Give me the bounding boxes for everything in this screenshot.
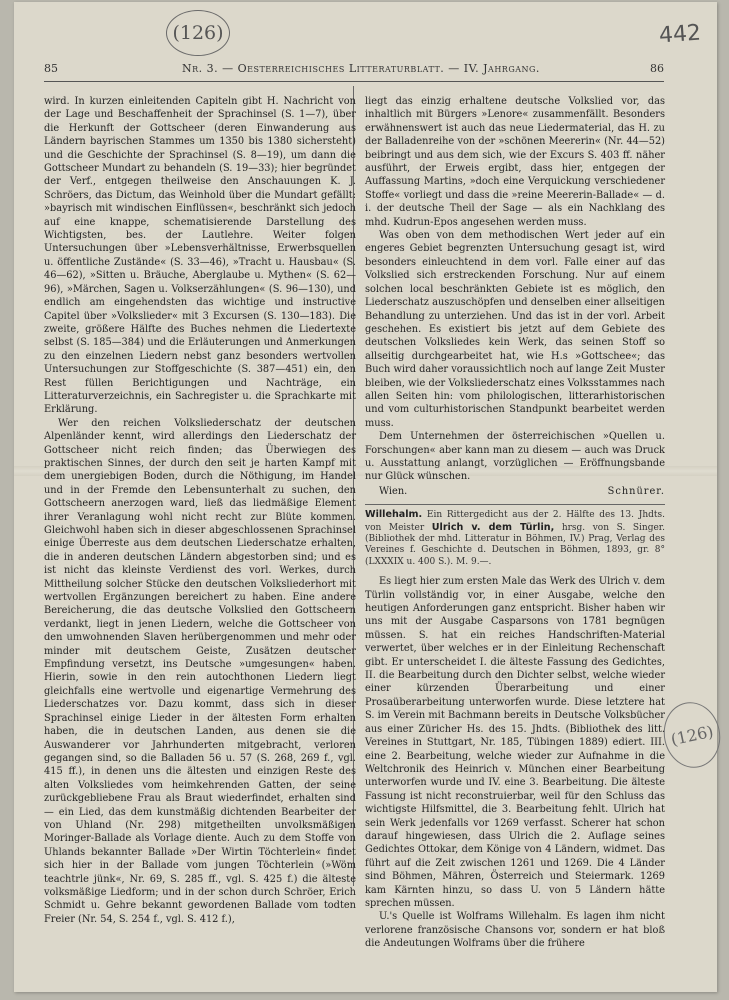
- circled-page-number: [166, 10, 230, 56]
- right-column: [365, 95, 665, 951]
- paragraph: liegt das einzig erhaltene deutsche Volkslied vor, das inhaltlich mit Bürgers »Lenore« zusammenfällt. Besonders erwähnenswert ist auch das neue Liedermaterial, das H. zu der Balladenreihe von der »schönen Meererin« (Nr. 44—52) beibringt und aus dem sich, wie der Excurs S. 403 ff. näher ausführt, der Erweis ergibt, dass hier, entgegen der Auffassung Martins, »doch eine Verquickung verschiedener Stoffe« vorliegt und dass die »reine Meererin-Ballade« — d. i. der deutsche Theil der Sage — als ein Nachklang des mhd. Kudrun-Epos angesehen werden muss.: [365, 96, 665, 228]
- handwritten-number: 442: [658, 20, 702, 49]
- side-mark-text: (126): [668, 721, 716, 749]
- reviewer-name: Schnürer.: [607, 485, 665, 497]
- review-book-title: Willehalm.: [365, 509, 423, 521]
- signoff-place: Wien.: [379, 485, 408, 497]
- page-sheet: [14, 2, 717, 992]
- paragraph: Was oben von dem methodischen Wert jeder auf ein engeres Gebiet begrenzten Untersuchung gesagt ist, wird besonders einleuchtend in dem vorl. Falle einer auf das Volkslied sich erstreckenden Forschung. Nur auf einem solchen local beschränkten Gebiete ist es möglich, den Liederschatz auszuschöpfen und denselben einer allseitigen Behandlung zu unterziehen. Und das ist in der vorl. Arbeit geschehen. Es existiert bis jetzt auf dem Gebiete des deutschen Volksliedes kein Werk, das seinen Stoff so allseitig durchgearbeitet hat, wie H.s »Gottschee«; das Buch wird daher voraussichtlich noch auf lange Zeit Muster bleiben, wie der Volksliederschatz eines Volksstammes nach allen Seiten hin: vom philologischen, litterarhistorischen und vom culturhistorischen Standpunkt bearbeitet werden muss.: [365, 230, 665, 429]
- page-content: [14, 2, 717, 992]
- review-body: [365, 575, 665, 950]
- review-signoff: [365, 485, 665, 498]
- review-book-details: hrsg. von S. Singer. (Bibliothek der mhd. Litteratur in Böhmen, IV.) Prag, Verlag des Vereines f. Geschichte d. Deutschen in Böhmen, 1893, gr. 8° (LXXXIX u. 400 S.). M. 9.—.: [365, 522, 665, 567]
- paragraph: Dem Unternehmen der österreichischen »Quellen u. Forschungen« aber kann man zu diesem — auch was Druck u. Ausstattung anlangt, vorzüglichen — Eröffnungsbande nur Glück wünschen.: [365, 431, 665, 483]
- paragraph: U.'s Quelle ist Wolframs Willehalm. Es lagen ihm nicht verlorene französische Chansons vor, sondern er hat bloß die Andeutungen Wolframs über die frühere: [365, 911, 665, 950]
- left-column: [44, 95, 356, 926]
- review-book-author: Ulrich v. dem Türlin,: [431, 521, 555, 533]
- review-book-subtitle: Ein Rittergedicht aus der 2. Hälfte des 13. Jhdts. von Meister: [365, 510, 665, 533]
- circled-number-text: (126): [172, 22, 224, 44]
- page-number-right: 86: [650, 62, 664, 75]
- journal-title: Nr. 3. — Oesterreichisches Litteraturblatt. — IV. Jahrgang.: [182, 62, 540, 75]
- running-header: [44, 62, 664, 78]
- review-heading: [365, 504, 665, 568]
- header-rule: [44, 81, 664, 82]
- paragraph: Es liegt hier zum ersten Male das Werk des Ulrich v. dem Türlin vollständig vor, in einer Ausgabe, welche den heutigen Anforderungen ganz entspricht. Bisher haben wir uns mit der Ausgabe Casparsons von 1781 begnügen müssen. S. hat ein reiches Handschriften-Material verwertet, über welches er in der Einleitung Rechenschaft gibt. Er unterscheidet I. die älteste Fassung des Gedichtes, II. die Bearbeitung durch den Dichter selbst, welche wieder einer kürzenden Überarbeitung und einer Prosaüberarbeitung unterworfen wurde. Diese letztere hat S. im Verein mit Bachmann bereits in Deutsche Volksbücher aus einer Züricher Hs. des 15. Jhdts. (Bibliothek des litt. Vereines in Stuttgart, Nr. 185, Tübingen 1889) ediert. III. eine 2. Bearbeitung, welche wieder zur Aufnahme in die Weltchronik des Heinrich v. München einer Bearbeitung unterworfen wurde und IV. eine 3. Bearbeitung. Die älteste Fassung ist nicht reconstruierbar, weil für den Schluss das wichtigste Hilfsmittel, die 3. Bearbeitung fehlt. Ulrich hat sein Werk jedenfalls vor 1269 verfasst. Scherer hat schon darauf hingewiesen, dass Ulrich die 2. Auflage seines Gedichtes Ottokar, dem Könige von 4 Ländern, widmet. Das führt auf die Zeit zwischen 1261 und 1269. Die 4 Länder sind Böhmen, Mähren, Österreich und Steiermark. 1269 kam Kärnten hinzu, so dass U. von 5 Ländern hätte sprechen müssen.: [365, 576, 665, 909]
- page-number-left: 85: [44, 62, 58, 75]
- paragraph: Wer den reichen Volksliederschatz der deutschen Alpenländer kennt, wird allerdings den Liederschatz der Gottscheer nicht reich finden; das Überwiegen des praktischen Sinnes, der durch den seit je harten Kampf mit dem unergiebigen Boden, durch die Nöthigung, im Handel und in der Fremde den Lebensunterhalt zu suchen, den Gottscheern anerzogen ward, ließ das liedmäßige Element ihrer Veranlagung wohl nicht recht zur Blüte kommen. Gleichwohl haben sich in dieser abgeschlossenen Sprachinsel einige Überreste aus dem deutschen Liederschatze erhalten, die in anderen deutschen Ländern abgestorben sind; und es ist nicht das kleinste Verdienst des vorl. Werkes, durch Mittheilung solcher Stücke den deutschen Volksliederhort mit wertvollen Ergänzungen bereichert zu haben. Eine andere Bereicherung, die das deutsche Volkslied den Gottscheern verdankt, liegt in jenen Liedern, welche die Gottscheer von den umwohnenden Slaven herübergenommen und mehr oder minder mit deutschem Geiste, Zusätzen deutscher Empfindung versetzt, ins Deutsche »umgesungen« haben. Hierin, sowie in den rein autochthonen Liedern liegt gleichfalls eine wertvolle und eigenartige Vermehrung des Liederschatzes vor. Dazu kommt, dass sich in dieser Sprachinsel einige Lieder in der ältesten Form erhalten haben, die in deutschen Landen, aus denen sie die Auswanderer vor Jahrhunderten mitgebracht, verloren gegangen sind, so die Balladen 56 u. 57 (S. 268, 269 f., vgl. 415 ff.), in denen uns die ältesten und einzigen Reste des alten Volksliedes vom heimkehrenden Gatten, der seine zurückgebliebene Frau als Braut wiederfindet, erhalten sind — ein Lied, das dem kunstmäßig dichtenden Bearbeiter der von Uhland (Nr. 298) mitgetheilten unvolksmäßigen Moringer-Ballade als Vorlage diente. Auch zu dem Stoffe von Uhlands bekannter Ballade »Der Wirtin Töchterlein« findet sich hier in der Ballade vom jungen Töchterlein (»Wöm teachtrle jünk«, Nr. 69, S. 285 ff., vgl. S. 425 f.) die älteste volksmäßige Liedform; und in der schon durch Schröer, Erich Schmidt u. Gehre bekannt gewordenen Ballade vom todten Freier (Nr. 54, S. 254 f., vgl. S. 412 f.),: [44, 417, 356, 925]
- paragraph: wird. In kurzen einleitenden Capiteln gibt H. Nachricht von der Lage und Beschaffenheit der Sprachinsel (S. 1—7), über die Herkunft der Gottscheer (deren Einwanderung aus Ländern bayrischen Stammes um 1350 bis 1380 sichersteht) und die Geschichte der Sprachinsel (S. 8—19), um dann die Gottscheer Mundart zu behandeln (S. 19—33); hier begründet der Verf., entgegen theilweise den Anschauungen K. J. Schröers, das Dictum, das Weinhold über die Mundart gefällt: »bayrisch mit windischen Einflüssen«, beschränkt sich jedoch auf eine knappe, schematisierende Darstellung des Wichtigsten, bes. der Lautlehre. Weiter folgen Untersuchungen über »Lebensverhältnisse, Erwerbsquellen u. öffentliche Zustände« (S. 33—46), »Tracht u. Hausbau« (S. 46—62), »Sitten u. Bräuche, Aberglaube u. Mythen« (S. 62—96), »Märchen, Sagen u. Volkserzählungen« (S. 96—130), und endlich am eingehendsten das wichtige und instructive Capitel über »Volkslieder« mit 3 Excursen (S. 130—183). Die zweite, größere Hälfte des Buches nehmen die Liedertexte selbst (S. 185—384) und die Erläuterungen und Anmerkungen zu den einzelnen Liedern nebst ganz besonders wertvollen Untersuchungen zur Stoffgeschichte (S. 387—451) ein, den Rest füllen Berichtigungen und Nachträge, ein Litteraturverzeichnis, ein Sachregister u. die Sprachkarte mit Erklärung.: [44, 96, 356, 416]
- side-margin-mark: [658, 697, 726, 773]
